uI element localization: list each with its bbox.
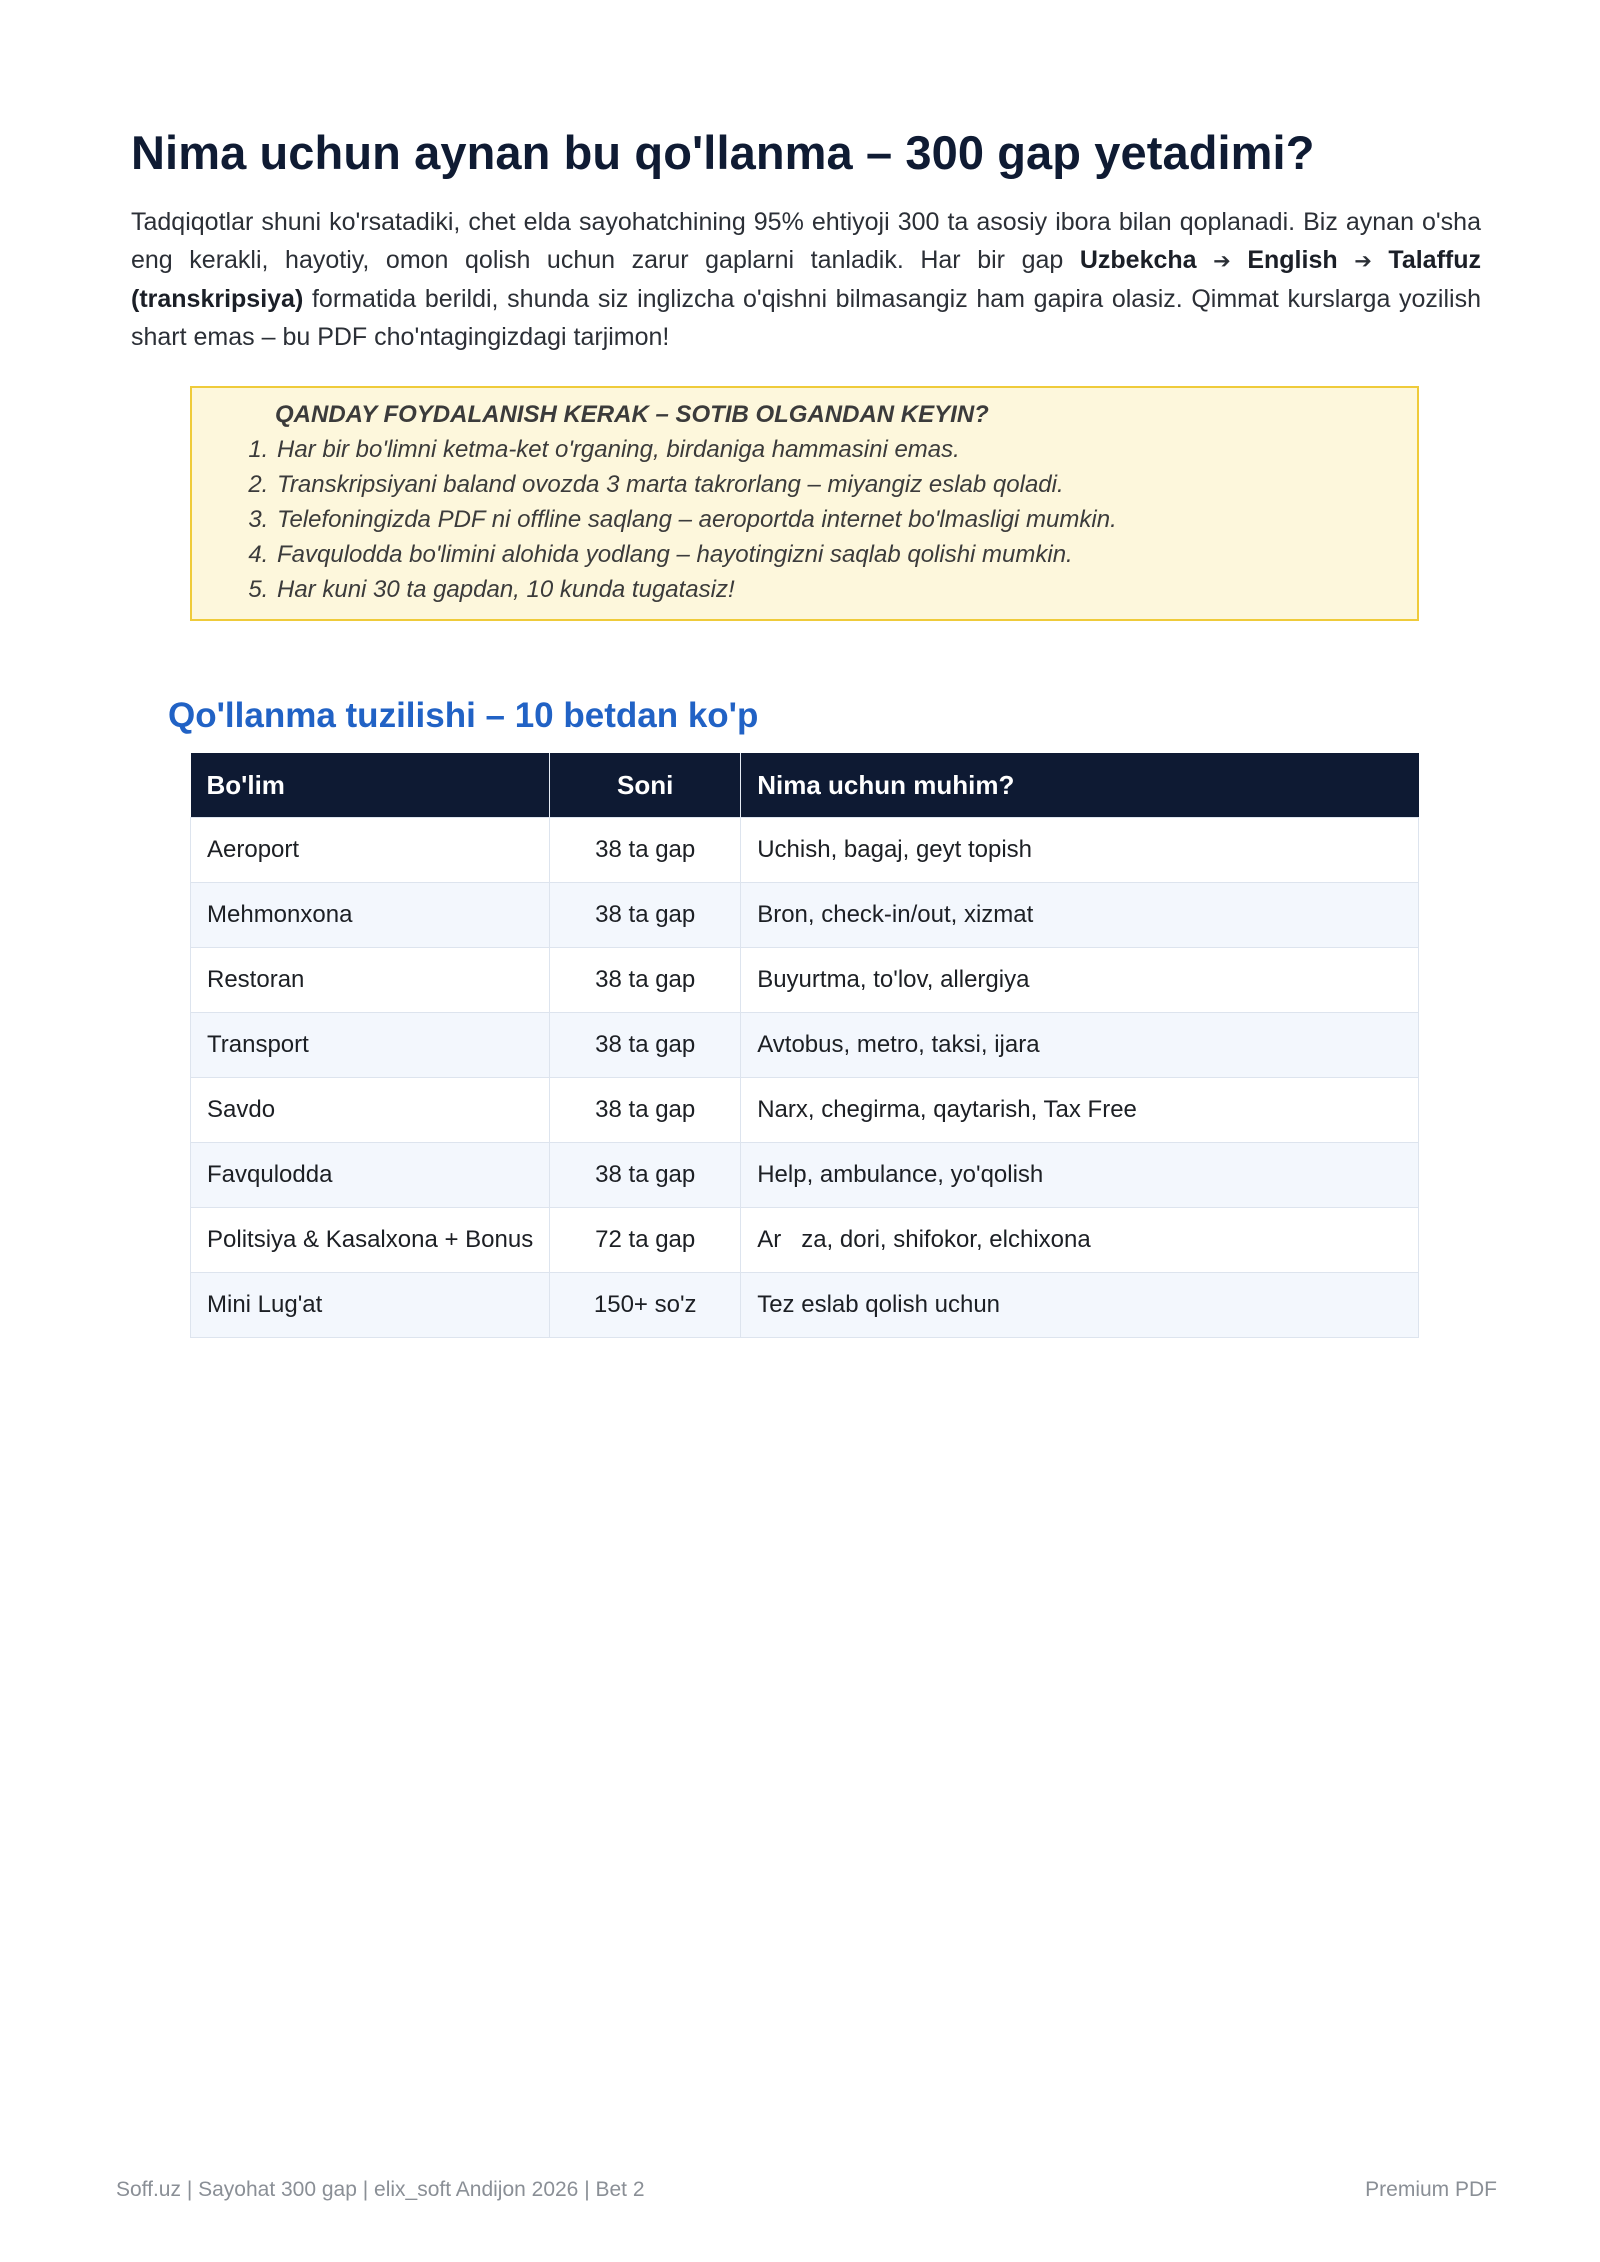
cell-count: 38 ta gap xyxy=(550,883,741,948)
table-row xyxy=(191,1273,1419,1338)
cell-reason: Help, ambulance, yo'qolish xyxy=(741,1143,1419,1208)
howto-title: QANDAY FOYDALANISH KERAK – SOTIB OLGANDAN KEYIN? xyxy=(275,401,989,429)
footer-left-text: Soff.uz | Sayohat 300 gap | elix_soft Andijon 2026 | Bet 2 xyxy=(116,2178,645,2201)
cell-count: 38 ta gap xyxy=(550,1143,741,1208)
cell-reason: Ar za, dori, shifokor, elchixona xyxy=(741,1208,1419,1273)
cell-reason: Uchish, bagaj, geyt topish xyxy=(741,818,1419,883)
table-row xyxy=(191,1078,1419,1143)
howto-item: 3. Telefoningizda PDF ni offline saqlang – aeroportda internet bo'lmasligi mumkin. xyxy=(275,502,1397,537)
howto-item: 4. Favqulodda bo'limini alohida yodlang – hayotingizni saqlab qolishi mumkin. xyxy=(275,537,1397,572)
footer-right-text: Premium PDF xyxy=(1365,2178,1497,2201)
cell-reason: Narx, chegirma, qaytarish, Tax Free xyxy=(741,1078,1419,1143)
intro-text-2: formatida berildi, shunda siz inglizcha o'qishni bilmasangiz ham gapira olasiz. Qimmat kurslarga yozilish shart emas – bu PDF cho'ntagingizdagi tarjimon! xyxy=(131,285,1481,352)
howto-callout-box xyxy=(190,386,1419,621)
cell-count: 38 ta gap xyxy=(550,948,741,1013)
table-row xyxy=(191,1013,1419,1078)
cell-section: Favqulodda xyxy=(191,1143,550,1208)
intro-bold-talaffuz: Talaffuz (transkripsiya) xyxy=(131,246,1481,314)
cell-count: 150+ so'z xyxy=(550,1273,741,1338)
cell-section: Mini Lug'at xyxy=(191,1273,550,1338)
structure-table xyxy=(190,753,1419,1338)
cell-reason: Avtobus, metro, taksi, ijara xyxy=(741,1013,1419,1078)
howto-item: 1. Har bir bo'limni ketma-ket o'rganing, birdaniga hammasini emas. xyxy=(275,432,1397,467)
cell-reason: Tez eslab qolish uchun xyxy=(741,1273,1419,1338)
cell-count: 38 ta gap xyxy=(550,1078,741,1143)
table-row xyxy=(191,1208,1419,1273)
arrow-right-icon: ➔ xyxy=(1354,249,1372,274)
page-title: Nima uchun aynan bu qo'llanma – 300 gap yetadimi? xyxy=(131,126,1315,179)
howto-list xyxy=(212,432,1397,607)
intro-paragraph xyxy=(131,203,1481,356)
header-bolim: Bo'lim xyxy=(191,753,550,818)
cell-section: Mehmonxona xyxy=(191,883,550,948)
intro-bold-uzbekcha: Uzbekcha xyxy=(1079,246,1197,275)
section-title: Qo'llanma tuzilishi – 10 betdan ko'p xyxy=(168,696,759,736)
cell-section: Restoran xyxy=(191,948,550,1013)
cell-section: Transport xyxy=(191,1013,550,1078)
intro-text-1: Tadqiqotlar shuni ko'rsatadiki, chet elda sayohatchining 95% ehtiyoji 300 ta asosiy ibora bilan qoplanadi. Biz aynan o'sha eng kerakli, hayotiy, omon qolish uchun zarur gaplarni tanladik. Har bir gap xyxy=(131,208,1481,275)
howto-item: 5. Har kuni 30 ta gapdan, 10 kunda tugatasiz! xyxy=(275,572,1397,607)
arrow-right-icon: ➔ xyxy=(1213,249,1231,274)
table-row xyxy=(191,1143,1419,1208)
cell-section: Aeroport xyxy=(191,818,550,883)
table-header-row xyxy=(191,753,1419,818)
intro-bold-english: English xyxy=(1247,246,1338,275)
cell-count: 72 ta gap xyxy=(550,1208,741,1273)
cell-count: 38 ta gap xyxy=(550,1013,741,1078)
table-row xyxy=(191,818,1419,883)
cell-section: Savdo xyxy=(191,1078,550,1143)
page-content xyxy=(131,125,1481,1338)
table-row xyxy=(191,883,1419,948)
table-row xyxy=(191,948,1419,1013)
cell-section: Politsiya & Kasalxona + Bonus xyxy=(191,1208,550,1273)
cell-count: 38 ta gap xyxy=(550,818,741,883)
header-muhim: Nima uchun muhim? xyxy=(741,753,1419,818)
cell-reason: Buyurtma, to'lov, allergiya xyxy=(741,948,1419,1013)
cell-reason: Bron, check-in/out, xizmat xyxy=(741,883,1419,948)
howto-item: 2. Transkripsiyani baland ovozda 3 marta takrorlang – miyangiz eslab qoladi. xyxy=(275,467,1397,502)
header-soni: Soni xyxy=(550,753,741,818)
